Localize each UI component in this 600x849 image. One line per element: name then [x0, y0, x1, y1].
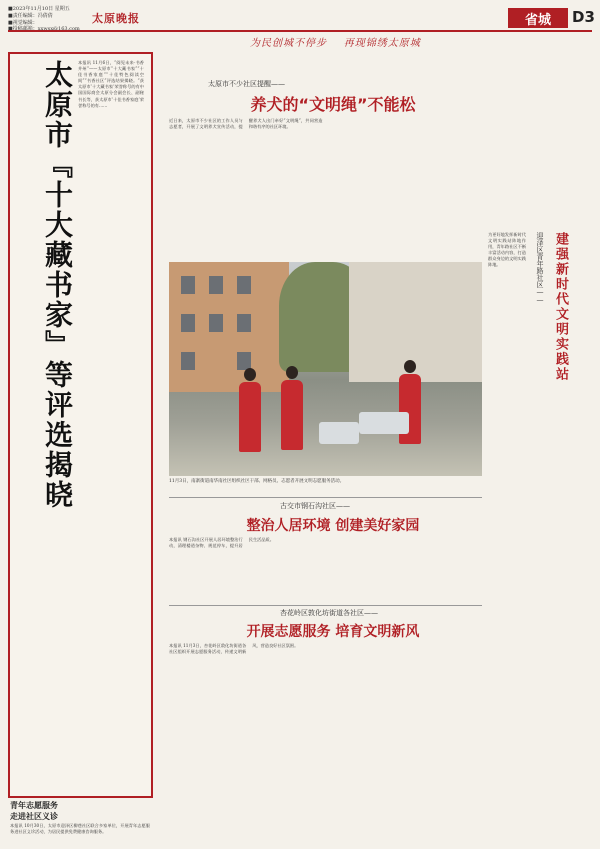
main-headline: 养犬的“文明绳”不能松 [250, 95, 416, 114]
third-headline: 开展志愿服务 培育文明新风 [246, 624, 420, 640]
second-kicker: 古交市钢石沟社区—— [280, 502, 350, 510]
newspaper-logo: 太原晚报 [92, 12, 140, 25]
page-number: D3 [572, 8, 595, 26]
news-photo [169, 262, 482, 476]
building-left [169, 262, 289, 392]
volunteer-figure [239, 382, 261, 452]
main-kicker: 太原市不少社区提醒—— [208, 80, 285, 88]
slogan [250, 34, 421, 49]
second-story-body: 本报讯 钢石沟社区开展人居环境整治行动，清理楼道杂物、规范停车，提升居民生活品质。 [169, 537, 274, 549]
right-top-body [488, 40, 592, 226]
main-story-body: 近日来，太原市不少社区的工作人员与志愿者，开展了文明养犬宣传活动，提醒养犬人出门牵好“文明绳”，共同营造和谐有序的社区环境。 [169, 118, 323, 130]
photo-caption: 11月3日，南寨街道南华南社区组织社区干部、网格员、志愿者开展文明志愿服务活动。 [169, 479, 345, 484]
left-story-title: 太原市『十大藏书家』等评选揭晓 [41, 60, 74, 510]
left-subhead-2: 走进社区义诊 [10, 812, 58, 821]
section-tab: 省城 [508, 8, 568, 28]
cart [319, 422, 359, 444]
right-headline: 建强新时代文明实践站 [553, 232, 568, 382]
slogan-part1: 为民创城不停步 [250, 38, 327, 49]
left-bottom-body: 本报讯 10月30日，太原市迎泽区柳巷社区联合多家单位，开展青年志愿服务进社区义诊活动，为居民提供免费健康咨询服务。 [10, 823, 150, 835]
volunteer-figure [281, 380, 303, 450]
right-kicker: 迎泽区青年路社区—— [536, 232, 544, 304]
divider [169, 605, 482, 606]
slogan-part2: 再现锦绣太原城 [343, 38, 421, 49]
cart [359, 412, 409, 434]
masthead-rule [8, 30, 592, 32]
left-subhead-1: 青年志愿服务 [10, 801, 58, 810]
design-line: ■视觉编辑： [8, 19, 38, 26]
right-story-body: 为更好地发挥新时代文明实践站阵地作用，青年路社区不断丰富活动内容，打造群众身边的文明实践阵地。 [488, 232, 526, 268]
divider [169, 497, 482, 498]
editor-line: ■责任编辑：冯倩倩 [8, 12, 53, 19]
third-story-body: 本报讯 11月3日，杏花岭区敦化坊街道各社区组织开展志愿服务活动，传递文明新风，营造良好社区氛围。 [169, 643, 299, 655]
right-story-body-cont [528, 360, 592, 637]
third-kicker: 杏花岭区敦化坊街道各社区—— [280, 609, 378, 617]
second-headline: 整治人居环境 创建美好家园 [246, 518, 420, 534]
date-line: ■2023年11月10日 星期五 [8, 6, 70, 12]
left-story-body: 本报讯 11月6日，“阅见未来·书香并州”——太原市“十大藏书家”“十佳书香家庭”“十佳特色阅读空间”“书香社区”评选结果揭晓。“获太原市‘十大藏书家’荣誉称号的有中国国际商会太原分会副会长、副秘书长等，获太原市‘十佳书香家庭’荣誉称号的有…… [78, 60, 144, 108]
